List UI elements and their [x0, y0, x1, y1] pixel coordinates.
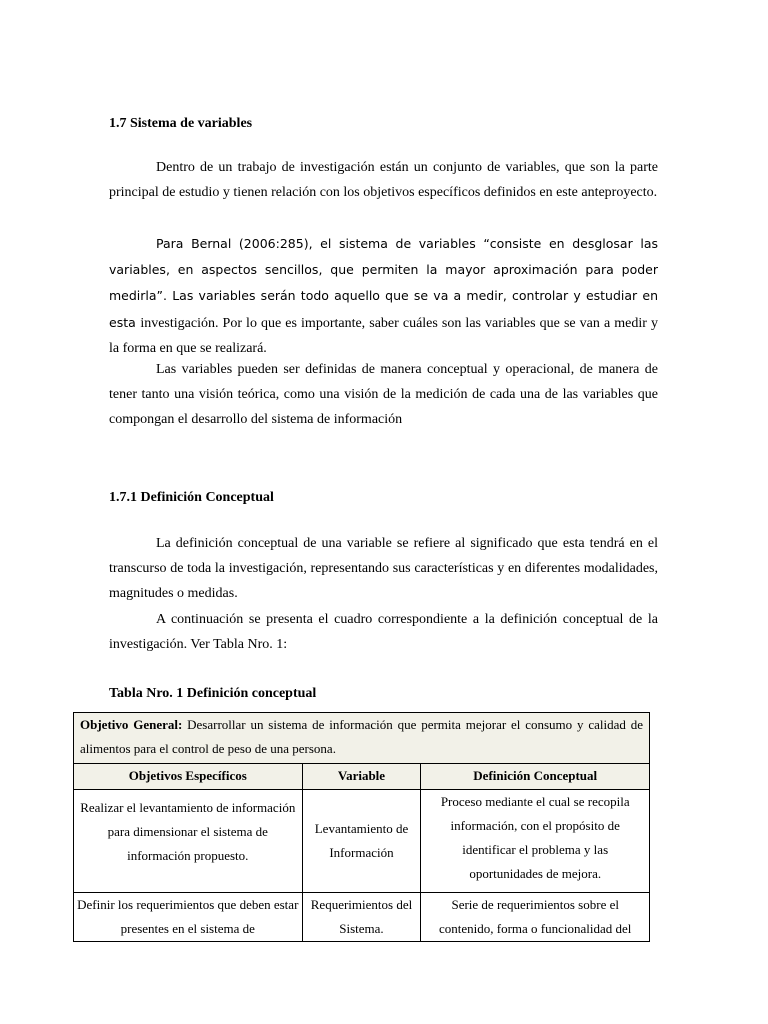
section-heading: 1.7 Sistema de variables: [109, 116, 253, 131]
row-objective: Realizar el levantamiento de información para dimensionar el sistema de información propuesto.: [74, 790, 303, 893]
general-objective-text: Desarrollar un sistema de información que permita mejorar el consumo y calidad de alimentos para el control de peso de una persona.: [80, 717, 643, 756]
header-objetivos: Objetivos Específicos: [74, 764, 303, 790]
conceptual-definition-table: [73, 712, 650, 942]
row-variable: Requerimientos del Sistema.: [302, 893, 421, 942]
header-definicion: Definición Conceptual: [421, 764, 650, 790]
table-title: Tabla Nro. 1 Definición conceptual: [109, 686, 317, 701]
bernal-variables-sentence: Las variables serán todo aquello que se va a medir, controlar y estudiar en esta: [109, 288, 658, 330]
general-objective-label: Objetivo General:: [80, 717, 183, 732]
table-row: [74, 893, 650, 942]
paragraph-bernal: [109, 231, 658, 361]
row-objective: Definir los requerimientos que deben estar presentes en el sistema de: [74, 893, 303, 942]
general-objective-cell: [74, 713, 650, 764]
paragraph-conceptual: La definición conceptual de una variable se refiere al significado que esta tendrá en el transcurso de toda la investigación, representando sus características y en diferentes modalidades, magnitudes o medidas.: [109, 536, 658, 602]
table-row: [74, 790, 650, 893]
table-header-row: [74, 764, 650, 790]
bernal-investigation-sentence: investigación. Por lo que es importante, saber cuáles son las variables que se van a medir y la forma en que se realizará.: [109, 315, 658, 356]
subsection-heading: 1.7.1 Definición Conceptual: [109, 490, 274, 505]
header-variable: Variable: [302, 764, 421, 790]
paragraph-table-intro: A continuación se presenta el cuadro correspondiente a la definición conceptual de la investigación. Ver Tabla Nro. 1:: [109, 612, 658, 653]
row-definition: Proceso mediante el cual se recopila información, con el propósito de identificar el problema y las oportunidades de mejora.: [421, 790, 650, 893]
paragraph-intro: Dentro de un trabajo de investigación están un conjunto de variables, que son la parte principal de estudio y tienen relación con los objetivos específicos definidos en este anteproyecto.: [109, 160, 658, 201]
bernal-quote: Para Bernal (2006:285), el sistema de variables “consiste en desglosar las variables, en aspectos sencillos, que permiten la mayor aproximación para poder medirla”.: [109, 236, 658, 304]
paragraph-definitions: Las variables pueden ser definidas de manera conceptual y operacional, de manera de tener tanto una visión teórica, como una visión de la medición de cada una de las variables que compongan el desarrollo del sistema de información: [109, 362, 658, 428]
row-variable: Levantamiento de Información: [302, 790, 421, 893]
row-definition: Serie de requerimientos sobre el contenido, forma o funcionalidad del: [421, 893, 650, 942]
general-objective-row: [74, 713, 650, 764]
